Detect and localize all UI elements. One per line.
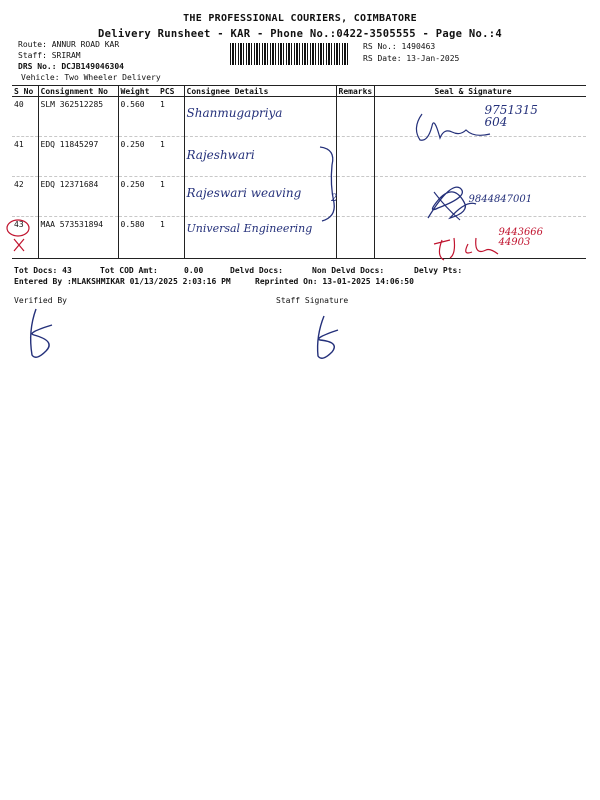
row-weight: 0.250 xyxy=(118,177,158,217)
row-sno: 40 xyxy=(12,97,38,137)
row-remarks xyxy=(336,97,374,137)
table-header-row xyxy=(12,86,586,97)
staff-signature xyxy=(308,312,348,364)
row-consignee: Universal Engineering xyxy=(186,222,313,235)
bracket-mark xyxy=(318,145,348,225)
row-consignment: MAA 573531894 xyxy=(38,217,118,259)
row-pcs: 1 xyxy=(158,217,184,259)
col-weight: Weight xyxy=(118,86,158,97)
col-consignee: Consignee Details xyxy=(184,86,336,97)
row-phone-note: 9443666 44903 xyxy=(498,227,544,248)
row-consignment: EDQ 11845297 xyxy=(38,137,118,177)
tot-cod-value: 0.00 xyxy=(184,266,204,275)
staff-label: Staff: SRIRAM xyxy=(18,51,81,60)
row-pcs: 1 xyxy=(158,137,184,177)
table-row xyxy=(12,177,586,217)
row-sno: 42 xyxy=(12,177,38,217)
vehicle-label: Vehicle: Two Wheeler Delivery xyxy=(21,73,161,82)
runsheet-subtitle: Delivery Runsheet - KAR - Phone No.:0422-3505555 - Page No.:4 xyxy=(98,28,502,40)
verified-by-label: Verified By xyxy=(14,296,67,305)
row-weight: 0.560 xyxy=(118,97,158,137)
circle-mark xyxy=(4,219,34,255)
reprinted-on: Reprinted On: 13-01-2025 14:06:50 xyxy=(255,277,414,286)
delvy-pts: Delvy Pts: xyxy=(414,266,463,275)
row-sno: 41 xyxy=(12,137,38,177)
rs-number: RS No.: 1490463 xyxy=(363,42,436,51)
row-pcs: 1 xyxy=(158,97,184,137)
row-weight: 0.580 xyxy=(118,217,158,259)
row-phone-note: 9844847001 xyxy=(468,194,533,205)
staff-signature-label: Staff Signature xyxy=(276,296,349,305)
row-weight: 0.250 xyxy=(118,137,158,177)
tot-docs: Tot Docs: 43 xyxy=(14,266,72,275)
row-consignee: Shanmugapriya xyxy=(186,106,283,120)
signature-row-42 xyxy=(420,178,480,226)
non-delvd-docs: Non Delvd Docs: xyxy=(312,266,385,275)
signature-row-43 xyxy=(428,230,538,266)
row-consignee: Rajeswari weaving xyxy=(186,186,302,200)
route-label: Route: ANNUR ROAD KAR xyxy=(18,40,120,49)
col-sno: S No xyxy=(12,86,38,97)
bracket-note: 2 xyxy=(331,193,338,204)
col-seal-signature: Seal & Signature xyxy=(374,86,586,97)
rs-date: RS Date: 13-Jan-2025 xyxy=(363,54,460,63)
signature-row-40 xyxy=(410,108,510,148)
row-phone-note: 9751315 604 xyxy=(484,103,538,129)
row-consignment: SLM 362512285 xyxy=(38,97,118,137)
delvd-docs: Delvd Docs: xyxy=(230,266,283,275)
barcode xyxy=(230,43,350,65)
row-consignee: Rajeshwari xyxy=(186,148,255,162)
row-consignment: EDQ 12371684 xyxy=(38,177,118,217)
col-remarks: Remarks xyxy=(336,86,374,97)
tot-cod-label: Tot COD Amt: xyxy=(100,266,158,275)
entered-by: Entered By :MLAKSHMIKAR 01/13/2025 2:03:16 PM xyxy=(14,277,231,286)
company-title: THE PROFESSIONAL COURIERS, COIMBATORE xyxy=(183,13,417,24)
col-consignment: Consignment No xyxy=(38,86,118,97)
col-pcs: PCS xyxy=(158,86,184,97)
row-pcs: 1 xyxy=(158,177,184,217)
drs-number: DRS No.: DCJB149046304 xyxy=(18,62,124,71)
verified-signature xyxy=(22,305,62,365)
row-sno: 43 xyxy=(12,217,38,259)
